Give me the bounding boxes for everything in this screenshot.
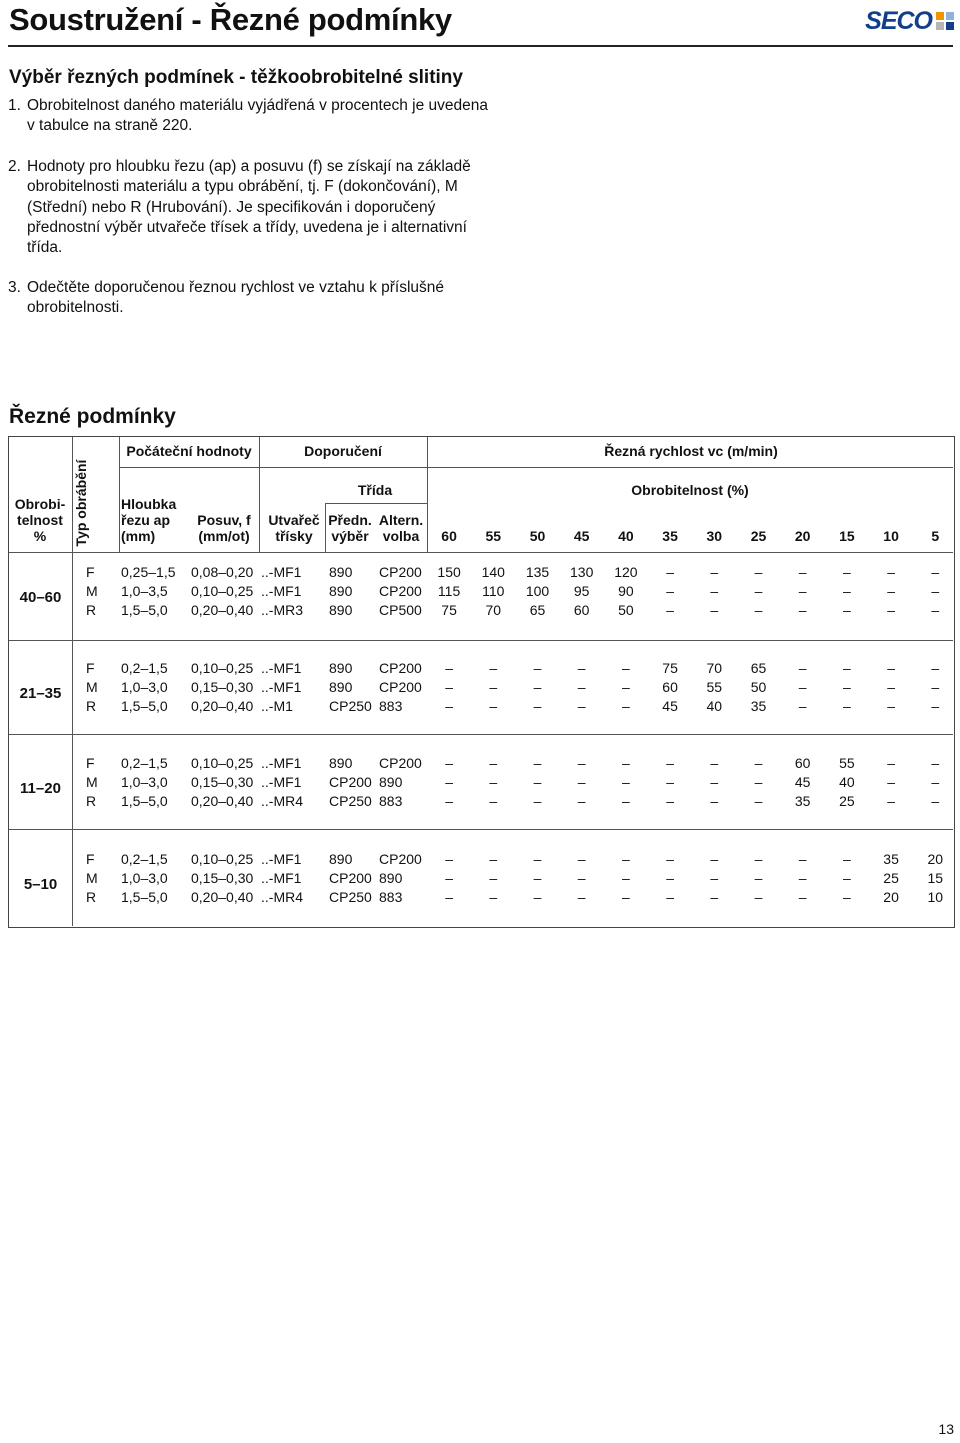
- row-cutting-speed: 20: [927, 851, 944, 867]
- header-machinability-col: 25: [750, 528, 767, 544]
- row-cutting-speed: –: [666, 583, 674, 599]
- instruction-step: [8, 278, 445, 319]
- row-cutting-speed: –: [621, 698, 630, 714]
- row-preferred-grade: CP200: [329, 774, 372, 790]
- row-chip-breaker: ..-MF1: [261, 679, 302, 695]
- row-machining-type: R: [86, 698, 97, 714]
- header-depth-of-cut: řezu ap: [121, 512, 171, 528]
- row-cutting-speed: –: [798, 870, 807, 886]
- row-cutting-speed: 120: [614, 564, 638, 580]
- header-bottom-line: [9, 552, 953, 553]
- row-feed: 0,15–0,30: [191, 870, 254, 886]
- row-preferred-grade: 890: [329, 583, 353, 599]
- row-cutting-speed: –: [533, 660, 542, 676]
- row-cutting-speed: 35: [750, 698, 767, 714]
- row-preferred-grade: 890: [329, 679, 353, 695]
- header-recommendation: Doporučení: [304, 443, 382, 459]
- row-cutting-speed: –: [533, 889, 542, 905]
- row-cutting-speed: –: [489, 889, 498, 905]
- group-divider: [9, 734, 953, 735]
- group-divider: [9, 640, 953, 641]
- section-subtitle: Výběr řezných podmínek - těžkoobrobitelné slitiny: [9, 67, 463, 88]
- row-depth-of-cut: 0,2–1,5: [121, 660, 168, 676]
- row-cutting-speed: –: [842, 564, 851, 580]
- step-number: 1.: [8, 97, 21, 114]
- row-alternative-grade: 890: [379, 774, 403, 790]
- row-feed: 0,15–0,30: [191, 679, 254, 695]
- row-cutting-speed: 25: [839, 793, 855, 809]
- row-chip-breaker: ..-MR3: [261, 602, 303, 618]
- row-cutting-speed: –: [710, 564, 719, 580]
- row-cutting-speed: –: [489, 851, 498, 867]
- row-cutting-speed: 70: [485, 602, 502, 618]
- row-preferred-grade: CP250: [329, 889, 372, 905]
- row-feed: 0,10–0,25: [191, 660, 254, 676]
- row-cutting-speed: 95: [573, 583, 590, 599]
- row-cutting-speed: –: [842, 679, 851, 695]
- row-cutting-speed: –: [798, 889, 807, 905]
- header-grade: Třída: [357, 482, 393, 498]
- group-machinability-label: 40–60: [19, 589, 62, 606]
- row-cutting-speed: –: [621, 774, 630, 790]
- row-cutting-speed: –: [754, 583, 763, 599]
- row-cutting-speed: 35: [794, 793, 811, 809]
- row-depth-of-cut: 1,0–3,0: [121, 679, 168, 695]
- row-feed: 0,20–0,40: [191, 793, 254, 809]
- row-machining-type: F: [86, 755, 95, 771]
- row-cutting-speed: 90: [618, 583, 634, 599]
- group-machinability-label: 21–35: [19, 685, 62, 702]
- row-alternative-grade: CP200: [379, 755, 422, 771]
- row-cutting-speed: 100: [525, 583, 550, 599]
- row-cutting-speed: –: [445, 851, 453, 867]
- row-cutting-speed: 140: [481, 564, 505, 580]
- row-cutting-speed: –: [533, 774, 542, 790]
- row-feed: 0,10–0,25: [191, 583, 254, 599]
- row-machining-type: F: [86, 660, 95, 676]
- header-chip-breaker: třísky: [275, 528, 313, 544]
- page-number: 13: [938, 1421, 954, 1437]
- instruction-step: [8, 96, 488, 137]
- row-alternative-grade: CP200: [379, 851, 422, 867]
- row-cutting-speed: 20: [883, 889, 899, 905]
- row-depth-of-cut: 1,5–5,0: [121, 698, 168, 714]
- row-cutting-speed: –: [666, 851, 674, 867]
- row-cutting-speed: –: [621, 793, 630, 809]
- header-machinability-col: 45: [573, 528, 590, 544]
- row-alternative-grade: CP200: [379, 564, 422, 580]
- header-machinability-col: 40: [618, 528, 634, 544]
- step-line: (Střední) nebo R (Hrubování). Je specifikován i doporučený: [27, 198, 436, 216]
- row-machining-type: M: [86, 870, 98, 886]
- row-alternative-grade: CP500: [379, 602, 422, 618]
- row-cutting-speed: –: [577, 755, 586, 771]
- row-cutting-speed: 45: [662, 698, 678, 714]
- row-cutting-speed: –: [533, 755, 542, 771]
- row-cutting-speed: –: [710, 583, 719, 599]
- row-cutting-speed: –: [887, 774, 895, 790]
- row-cutting-speed: –: [621, 851, 630, 867]
- header-initial-values: Počáteční hodnoty: [126, 443, 252, 459]
- row-cutting-speed: –: [666, 755, 674, 771]
- row-depth-of-cut: 1,5–5,0: [121, 889, 168, 905]
- step-line: třída.: [27, 239, 63, 257]
- row-alternative-grade: 883: [379, 793, 403, 809]
- step-number: 2.: [8, 158, 21, 175]
- row-cutting-speed: –: [489, 774, 498, 790]
- row-cutting-speed: –: [445, 755, 453, 771]
- row-feed: 0,08–0,20: [191, 564, 254, 580]
- row-machining-type: F: [86, 564, 95, 580]
- header-preferred-grade: výběr: [331, 528, 369, 544]
- instruction-step: [8, 157, 471, 258]
- cutting-conditions-table: [8, 436, 955, 928]
- row-cutting-speed: 60: [573, 602, 590, 618]
- row-chip-breaker: ..-MF1: [261, 851, 302, 867]
- row-cutting-speed: –: [887, 793, 895, 809]
- row-cutting-speed: –: [621, 870, 630, 886]
- header-machining-type: Typ obrábění: [73, 459, 89, 547]
- row-cutting-speed: 25: [883, 870, 899, 886]
- row-cutting-speed: –: [887, 602, 895, 618]
- row-cutting-speed: –: [666, 602, 674, 618]
- row-cutting-speed: –: [710, 889, 719, 905]
- row-cutting-speed: –: [798, 660, 807, 676]
- row-cutting-speed: 110: [482, 583, 505, 599]
- row-cutting-speed: –: [489, 698, 498, 714]
- header-depth-of-cut: (mm): [121, 528, 156, 544]
- row-cutting-speed: –: [445, 793, 453, 809]
- step-number: 3.: [8, 279, 21, 296]
- row-cutting-speed: 50: [750, 679, 767, 695]
- row-cutting-speed: 135: [525, 564, 550, 580]
- row-cutting-speed: –: [489, 870, 498, 886]
- grade-subheader-line: [325, 503, 427, 504]
- row-cutting-speed: –: [666, 870, 674, 886]
- header-machinability-col: 60: [441, 528, 457, 544]
- row-cutting-speed: –: [577, 679, 586, 695]
- row-cutting-speed: –: [887, 755, 895, 771]
- row-cutting-speed: –: [666, 564, 674, 580]
- row-cutting-speed: –: [842, 851, 851, 867]
- row-cutting-speed: –: [754, 564, 763, 580]
- row-preferred-grade: CP250: [329, 698, 372, 714]
- row-alternative-grade: CP200: [379, 583, 422, 599]
- header-machinability-col: 10: [883, 528, 899, 544]
- row-feed: 0,10–0,25: [191, 851, 254, 867]
- row-cutting-speed: –: [577, 851, 586, 867]
- row-depth-of-cut: 0,2–1,5: [121, 851, 168, 867]
- header-feed: (mm/ot): [198, 528, 250, 544]
- row-cutting-speed: –: [798, 698, 807, 714]
- row-cutting-speed: 35: [883, 851, 899, 867]
- row-cutting-speed: 115: [437, 583, 461, 599]
- row-cutting-speed: 75: [662, 660, 678, 676]
- row-preferred-grade: CP250: [329, 793, 372, 809]
- row-cutting-speed: –: [842, 660, 851, 676]
- row-preferred-grade: 890: [329, 851, 353, 867]
- header-machinability-pct: telnost: [17, 512, 63, 528]
- row-depth-of-cut: 1,0–3,0: [121, 870, 168, 886]
- row-cutting-speed: –: [798, 851, 807, 867]
- row-cutting-speed: –: [533, 870, 542, 886]
- header-alternative-grade: Altern.: [378, 512, 424, 528]
- row-cutting-speed: –: [577, 793, 586, 809]
- row-chip-breaker: ..-MR4: [261, 793, 303, 809]
- row-cutting-speed: 65: [750, 660, 767, 676]
- row-cutting-speed: –: [842, 870, 851, 886]
- row-machining-type: F: [86, 851, 95, 867]
- row-feed: 0,15–0,30: [191, 774, 254, 790]
- row-feed: 0,20–0,40: [191, 698, 254, 714]
- row-preferred-grade: 890: [329, 755, 353, 771]
- row-cutting-speed: –: [533, 679, 542, 695]
- header-machinability-col: 30: [706, 528, 723, 544]
- header-depth-of-cut: Hloubka: [121, 496, 177, 512]
- row-alternative-grade: CP200: [379, 660, 422, 676]
- seco-logo: [865, 8, 954, 34]
- step-line: obrobitelnosti.: [27, 299, 124, 317]
- row-depth-of-cut: 1,5–5,0: [121, 602, 168, 618]
- header-cutting-speed: Řezná rychlost vc (m/min): [604, 443, 778, 459]
- step-line: Odečtěte doporučenou řeznou rychlost ve vztahu k příslušné: [27, 279, 445, 296]
- row-cutting-speed: 45: [794, 774, 811, 790]
- row-cutting-speed: –: [445, 698, 453, 714]
- row-cutting-speed: –: [931, 774, 940, 790]
- row-cutting-speed: –: [842, 602, 851, 618]
- row-cutting-speed: –: [754, 870, 763, 886]
- header-chip-breaker: Utvařeč: [268, 512, 320, 528]
- row-cutting-speed: –: [577, 889, 586, 905]
- row-cutting-speed: –: [445, 660, 453, 676]
- step-line: Obrobitelnost daného materiálu vyjádřená v procentech je uvedena: [27, 97, 488, 114]
- row-machining-type: R: [86, 793, 97, 809]
- row-cutting-speed: –: [931, 793, 940, 809]
- row-preferred-grade: 890: [329, 602, 353, 618]
- row-depth-of-cut: 1,0–3,0: [121, 774, 168, 790]
- row-cutting-speed: 150: [437, 564, 461, 580]
- table-section-title: Řezné podmínky: [9, 405, 176, 428]
- row-alternative-grade: 883: [379, 889, 403, 905]
- header-machinability-col: 55: [485, 528, 502, 544]
- row-cutting-speed: –: [710, 602, 719, 618]
- row-cutting-speed: –: [798, 602, 807, 618]
- row-machining-type: M: [86, 583, 98, 599]
- row-cutting-speed: 55: [839, 755, 855, 771]
- row-cutting-speed: –: [842, 583, 851, 599]
- row-cutting-speed: –: [445, 774, 453, 790]
- row-cutting-speed: –: [533, 698, 542, 714]
- row-depth-of-cut: 0,2–1,5: [121, 755, 168, 771]
- row-preferred-grade: CP200: [329, 870, 372, 886]
- row-cutting-speed: –: [489, 755, 498, 771]
- row-cutting-speed: –: [577, 774, 586, 790]
- row-cutting-speed: –: [666, 889, 674, 905]
- row-cutting-speed: –: [931, 698, 940, 714]
- row-chip-breaker: ..-MF1: [261, 583, 302, 599]
- row-cutting-speed: –: [710, 851, 719, 867]
- row-cutting-speed: 15: [927, 870, 944, 886]
- header-machinability: Obrobitelnost (%): [631, 482, 749, 498]
- row-chip-breaker: ..-MF1: [261, 774, 302, 790]
- row-cutting-speed: –: [621, 679, 630, 695]
- logo-squares-icon: [936, 12, 954, 30]
- row-cutting-speed: –: [887, 698, 895, 714]
- row-cutting-speed: –: [931, 564, 940, 580]
- logo-wordmark: SECO: [865, 7, 932, 35]
- row-chip-breaker: ..-M1: [261, 698, 293, 714]
- row-cutting-speed: –: [489, 679, 498, 695]
- row-cutting-speed: 75: [441, 602, 457, 618]
- row-depth-of-cut: 0,25–1,5: [121, 564, 176, 580]
- row-cutting-speed: 10: [927, 889, 944, 905]
- row-cutting-speed: –: [798, 564, 807, 580]
- row-cutting-speed: –: [931, 679, 940, 695]
- row-cutting-speed: –: [577, 660, 586, 676]
- header-machinability-col: 35: [662, 528, 678, 544]
- row-machining-type: M: [86, 774, 98, 790]
- row-cutting-speed: 65: [529, 602, 546, 618]
- row-cutting-speed: –: [931, 602, 940, 618]
- row-cutting-speed: –: [798, 583, 807, 599]
- row-cutting-speed: –: [842, 698, 851, 714]
- row-cutting-speed: –: [798, 679, 807, 695]
- row-cutting-speed: –: [887, 660, 895, 676]
- row-cutting-speed: –: [666, 774, 674, 790]
- row-machining-type: R: [86, 602, 97, 618]
- header-feed: Posuv, f: [197, 512, 251, 528]
- row-cutting-speed: –: [887, 564, 895, 580]
- row-preferred-grade: 890: [329, 564, 353, 580]
- group-machinability-label: 5–10: [23, 876, 58, 893]
- step-line: Hodnoty pro hloubku řezu (ap) a posuvu (f) se získají na základě: [27, 158, 471, 175]
- page-title: Soustružení - Řezné podmínky: [9, 2, 452, 37]
- group-machinability-label: 11–20: [20, 780, 61, 797]
- row-cutting-speed: –: [621, 660, 630, 676]
- row-cutting-speed: 40: [706, 698, 723, 714]
- row-cutting-speed: 60: [662, 679, 678, 695]
- row-cutting-speed: –: [842, 889, 851, 905]
- row-cutting-speed: –: [533, 793, 542, 809]
- row-cutting-speed: –: [621, 889, 630, 905]
- row-cutting-speed: 60: [794, 755, 811, 771]
- header-alternative-grade: volba: [382, 528, 420, 544]
- row-cutting-speed: –: [710, 774, 719, 790]
- row-cutting-speed: –: [754, 889, 763, 905]
- header-machinability-pct: %: [33, 528, 47, 544]
- row-cutting-speed: –: [887, 583, 895, 599]
- row-feed: 0,20–0,40: [191, 889, 254, 905]
- row-cutting-speed: –: [489, 660, 498, 676]
- header-machinability-pct: Obrobi-: [14, 496, 66, 512]
- row-cutting-speed: –: [577, 698, 586, 714]
- row-depth-of-cut: 1,0–3,5: [121, 583, 168, 599]
- row-chip-breaker: ..-MF1: [261, 870, 302, 886]
- col-divider: [427, 437, 428, 552]
- row-machining-type: R: [86, 889, 97, 905]
- header-machinability-col: 20: [794, 528, 811, 544]
- row-cutting-speed: –: [754, 793, 763, 809]
- row-cutting-speed: –: [445, 889, 453, 905]
- row-cutting-speed: –: [931, 755, 940, 771]
- row-cutting-speed: –: [621, 755, 630, 771]
- row-depth-of-cut: 1,5–5,0: [121, 793, 168, 809]
- row-alternative-grade: 883: [379, 698, 403, 714]
- row-cutting-speed: –: [754, 755, 763, 771]
- row-chip-breaker: ..-MF1: [261, 660, 302, 676]
- row-cutting-speed: –: [533, 851, 542, 867]
- row-feed: 0,20–0,40: [191, 602, 254, 618]
- row-alternative-grade: CP200: [379, 679, 422, 695]
- row-cutting-speed: –: [489, 793, 498, 809]
- row-cutting-speed: –: [710, 793, 719, 809]
- row-chip-breaker: ..-MF1: [261, 755, 302, 771]
- header-preferred-grade: Předn.: [328, 512, 372, 528]
- row-cutting-speed: –: [754, 774, 763, 790]
- row-feed: 0,10–0,25: [191, 755, 254, 771]
- row-cutting-speed: –: [754, 602, 763, 618]
- row-cutting-speed: –: [710, 755, 719, 771]
- group-divider: [9, 829, 953, 830]
- row-cutting-speed: –: [887, 679, 895, 695]
- title-divider: [8, 45, 953, 47]
- header-machinability-col: 5: [931, 528, 940, 544]
- row-cutting-speed: 55: [706, 679, 723, 695]
- row-alternative-grade: 890: [379, 870, 403, 886]
- header-machinability-col: 50: [529, 528, 546, 544]
- row-cutting-speed: 40: [839, 774, 855, 790]
- row-cutting-speed: –: [666, 793, 674, 809]
- header-group-line: [119, 467, 953, 468]
- row-preferred-grade: 890: [329, 660, 353, 676]
- row-cutting-speed: –: [577, 870, 586, 886]
- row-cutting-speed: 50: [618, 602, 634, 618]
- row-chip-breaker: ..-MF1: [261, 564, 302, 580]
- row-cutting-speed: 70: [706, 660, 723, 676]
- row-cutting-speed: –: [931, 660, 940, 676]
- header-machinability-col: 15: [839, 528, 855, 544]
- row-cutting-speed: –: [754, 851, 763, 867]
- row-cutting-speed: 130: [570, 564, 594, 580]
- row-chip-breaker: ..-MR4: [261, 889, 303, 905]
- row-cutting-speed: –: [931, 583, 940, 599]
- step-line: přednostní výběr utvařeče třísek a třídy, uvedena je i alternativní: [27, 218, 467, 236]
- row-cutting-speed: –: [445, 870, 453, 886]
- step-line: v tabulce na straně 220.: [27, 117, 193, 135]
- row-machining-type: M: [86, 679, 98, 695]
- row-cutting-speed: –: [445, 679, 453, 695]
- step-line: obrobitelnosti materiálu a typu obrábění, tj. F (dokončování), M: [27, 178, 458, 196]
- row-cutting-speed: –: [710, 870, 719, 886]
